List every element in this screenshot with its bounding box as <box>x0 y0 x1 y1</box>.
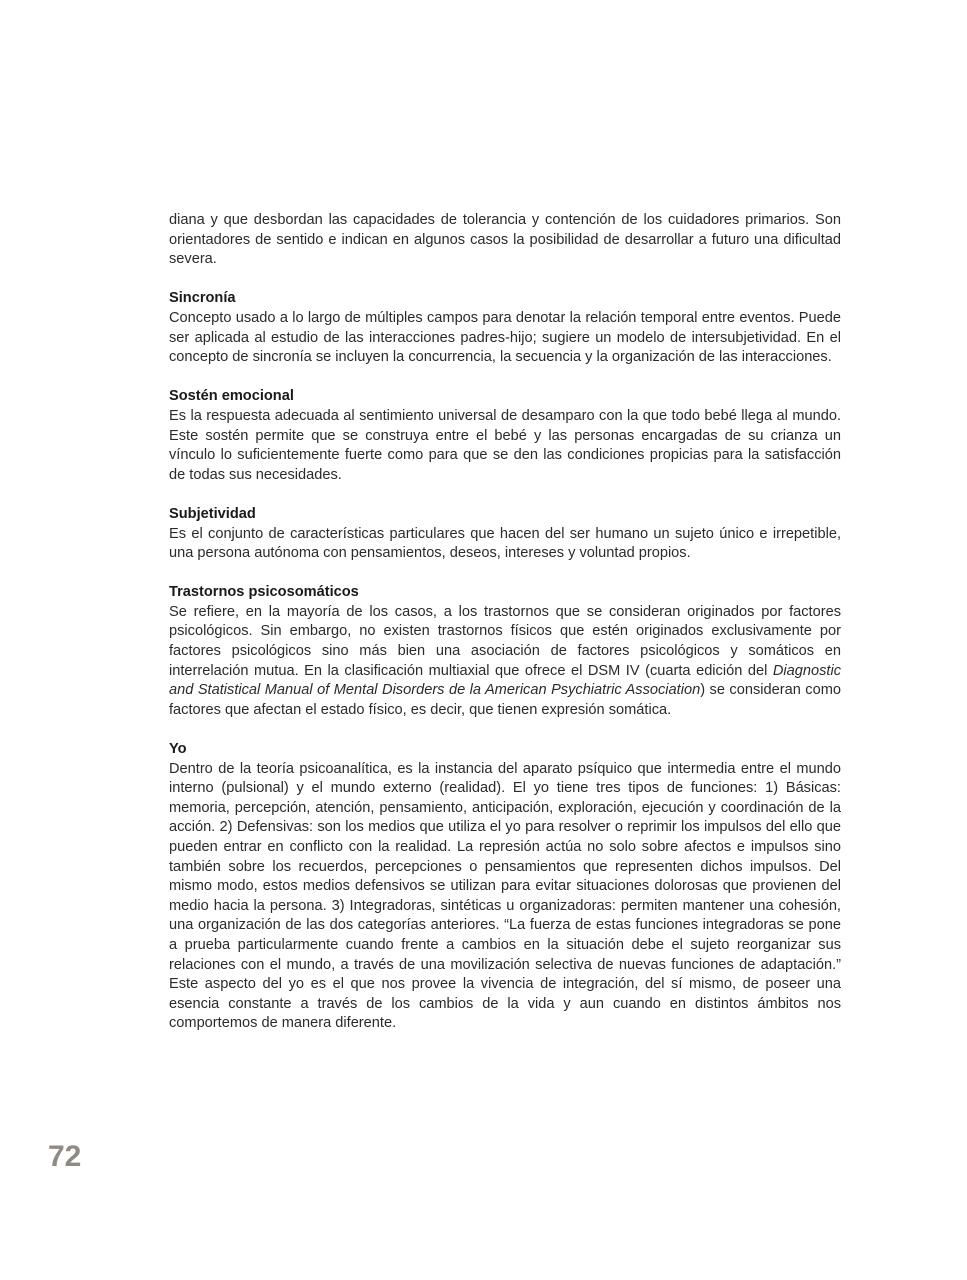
term-heading: Sostén emocional <box>169 388 294 405</box>
term-definition: Es la respuesta adecuada al sentimiento universal de desamparo con la que todo bebé llega al mundo. Este sostén permite que se construya entre el bebé y las personas encargadas de su crianza un vínculo lo suficientemente fuerte como para que se den las condiciones propicias para la satisfacción de todas sus necesidades. <box>169 407 841 483</box>
glossary-entry-yo <box>169 740 841 1034</box>
term-definition: Dentro de la teoría psicoanalítica, es la instancia del aparato psíquico que intermedia entre el mundo interno (pulsional) y el mundo externo (realidad). El yo tiene tres tipos de funciones: 1) Básicas: memoria, percepción, atención, pensamiento, anticipación, exploración, ejecución y coordinación de la acción. 2) Defensivas: son los medios que utiliza el yo para resolver o reprimir los impulsos del ello que pueden entrar en conflicto con la realidad. La represión actúa no solo sobre afectos e impulsos sino también sobre los recuerdos, percepciones o pensamientos que representen dichos impulsos. Del mismo modo, estos medios defensivos se utilizan para evitar situaciones dolorosas que provienen del medio hacia la persona. 3) Integradoras, sintéticas u organizadoras: permiten mantener una cohesión, una organización de las dos categorías anteriores. “La fuerza de estas funciones integradoras se pone a prueba particularmente cuando frente a cambios en la situación debe el sujeto reorganizar sus relaciones con el mundo, a través de una movilización selectiva de nuevas funciones de adaptación.” Este aspecto del yo es el que nos provee la vivencia de integración, del sí mismo, de poseer una esencia constante a través de los cambios de la vida y aun cuando en distintos ámbitos nos comportemos de manera diferente. <box>169 760 841 1032</box>
term-definition: Es el conjunto de características particulares que hacen del ser humano un sujeto único e irrepetible, una persona autónoma con pensamientos, deseos, intereses y voluntad propios. <box>169 525 841 562</box>
term-heading: Sincronía <box>169 290 236 307</box>
definition-text-start: Se refiere, en la mayoría de los casos, a los trastornos que se consideran originados por factores psicológicos. Sin embargo, no existen trastornos físicos que estén originados exclusivamente por factores psicológicos sino más bien una asociación de factores psicológicos y somáticos en interrelación mutua. En la clasificación multiaxial que ofrece el DSM IV (cuarta edición del <box>169 603 841 679</box>
definition-italic-title: Diagnostic and Statistical Manual of Mental Disorders de la American Psychiatric Association <box>169 662 841 699</box>
page-number: 72 <box>48 1140 82 1173</box>
definition-text-end: ) se consideran como factores que afectan el estado físico, es decir, que tienen expresión somática. <box>169 682 841 718</box>
glossary-entry-subjetividad <box>169 505 841 564</box>
term-heading: Subjetividad <box>169 505 256 522</box>
glossary-entry-sosten-emocional <box>169 387 841 485</box>
intro-paragraph: diana y que desbordan las capacidades de tolerancia y contención de los cuidadores primarios. Son orientadores de sentido e indican en algunos casos la posibilidad de desarrollar a futuro una dificultad severa. <box>169 212 841 268</box>
glossary-content <box>169 211 841 1034</box>
term-definition: Concepto usado a lo largo de múltiples campos para denotar la relación temporal entre eventos. Puede ser aplicada al estudio de las interacciones padres-hijo; sugiere un modelo de intersubjetividad. En el concepto de sincronía se incluyen la concurrencia, la secuencia y la organización de las interacciones. <box>169 309 841 366</box>
term-heading: Yo <box>169 741 187 758</box>
glossary-entry-trastornos-psicosomaticos <box>169 583 841 720</box>
term-heading: Trastornos psicosomáticos <box>169 584 359 601</box>
glossary-entry-sincronia <box>169 289 841 367</box>
term-definition <box>169 603 841 721</box>
